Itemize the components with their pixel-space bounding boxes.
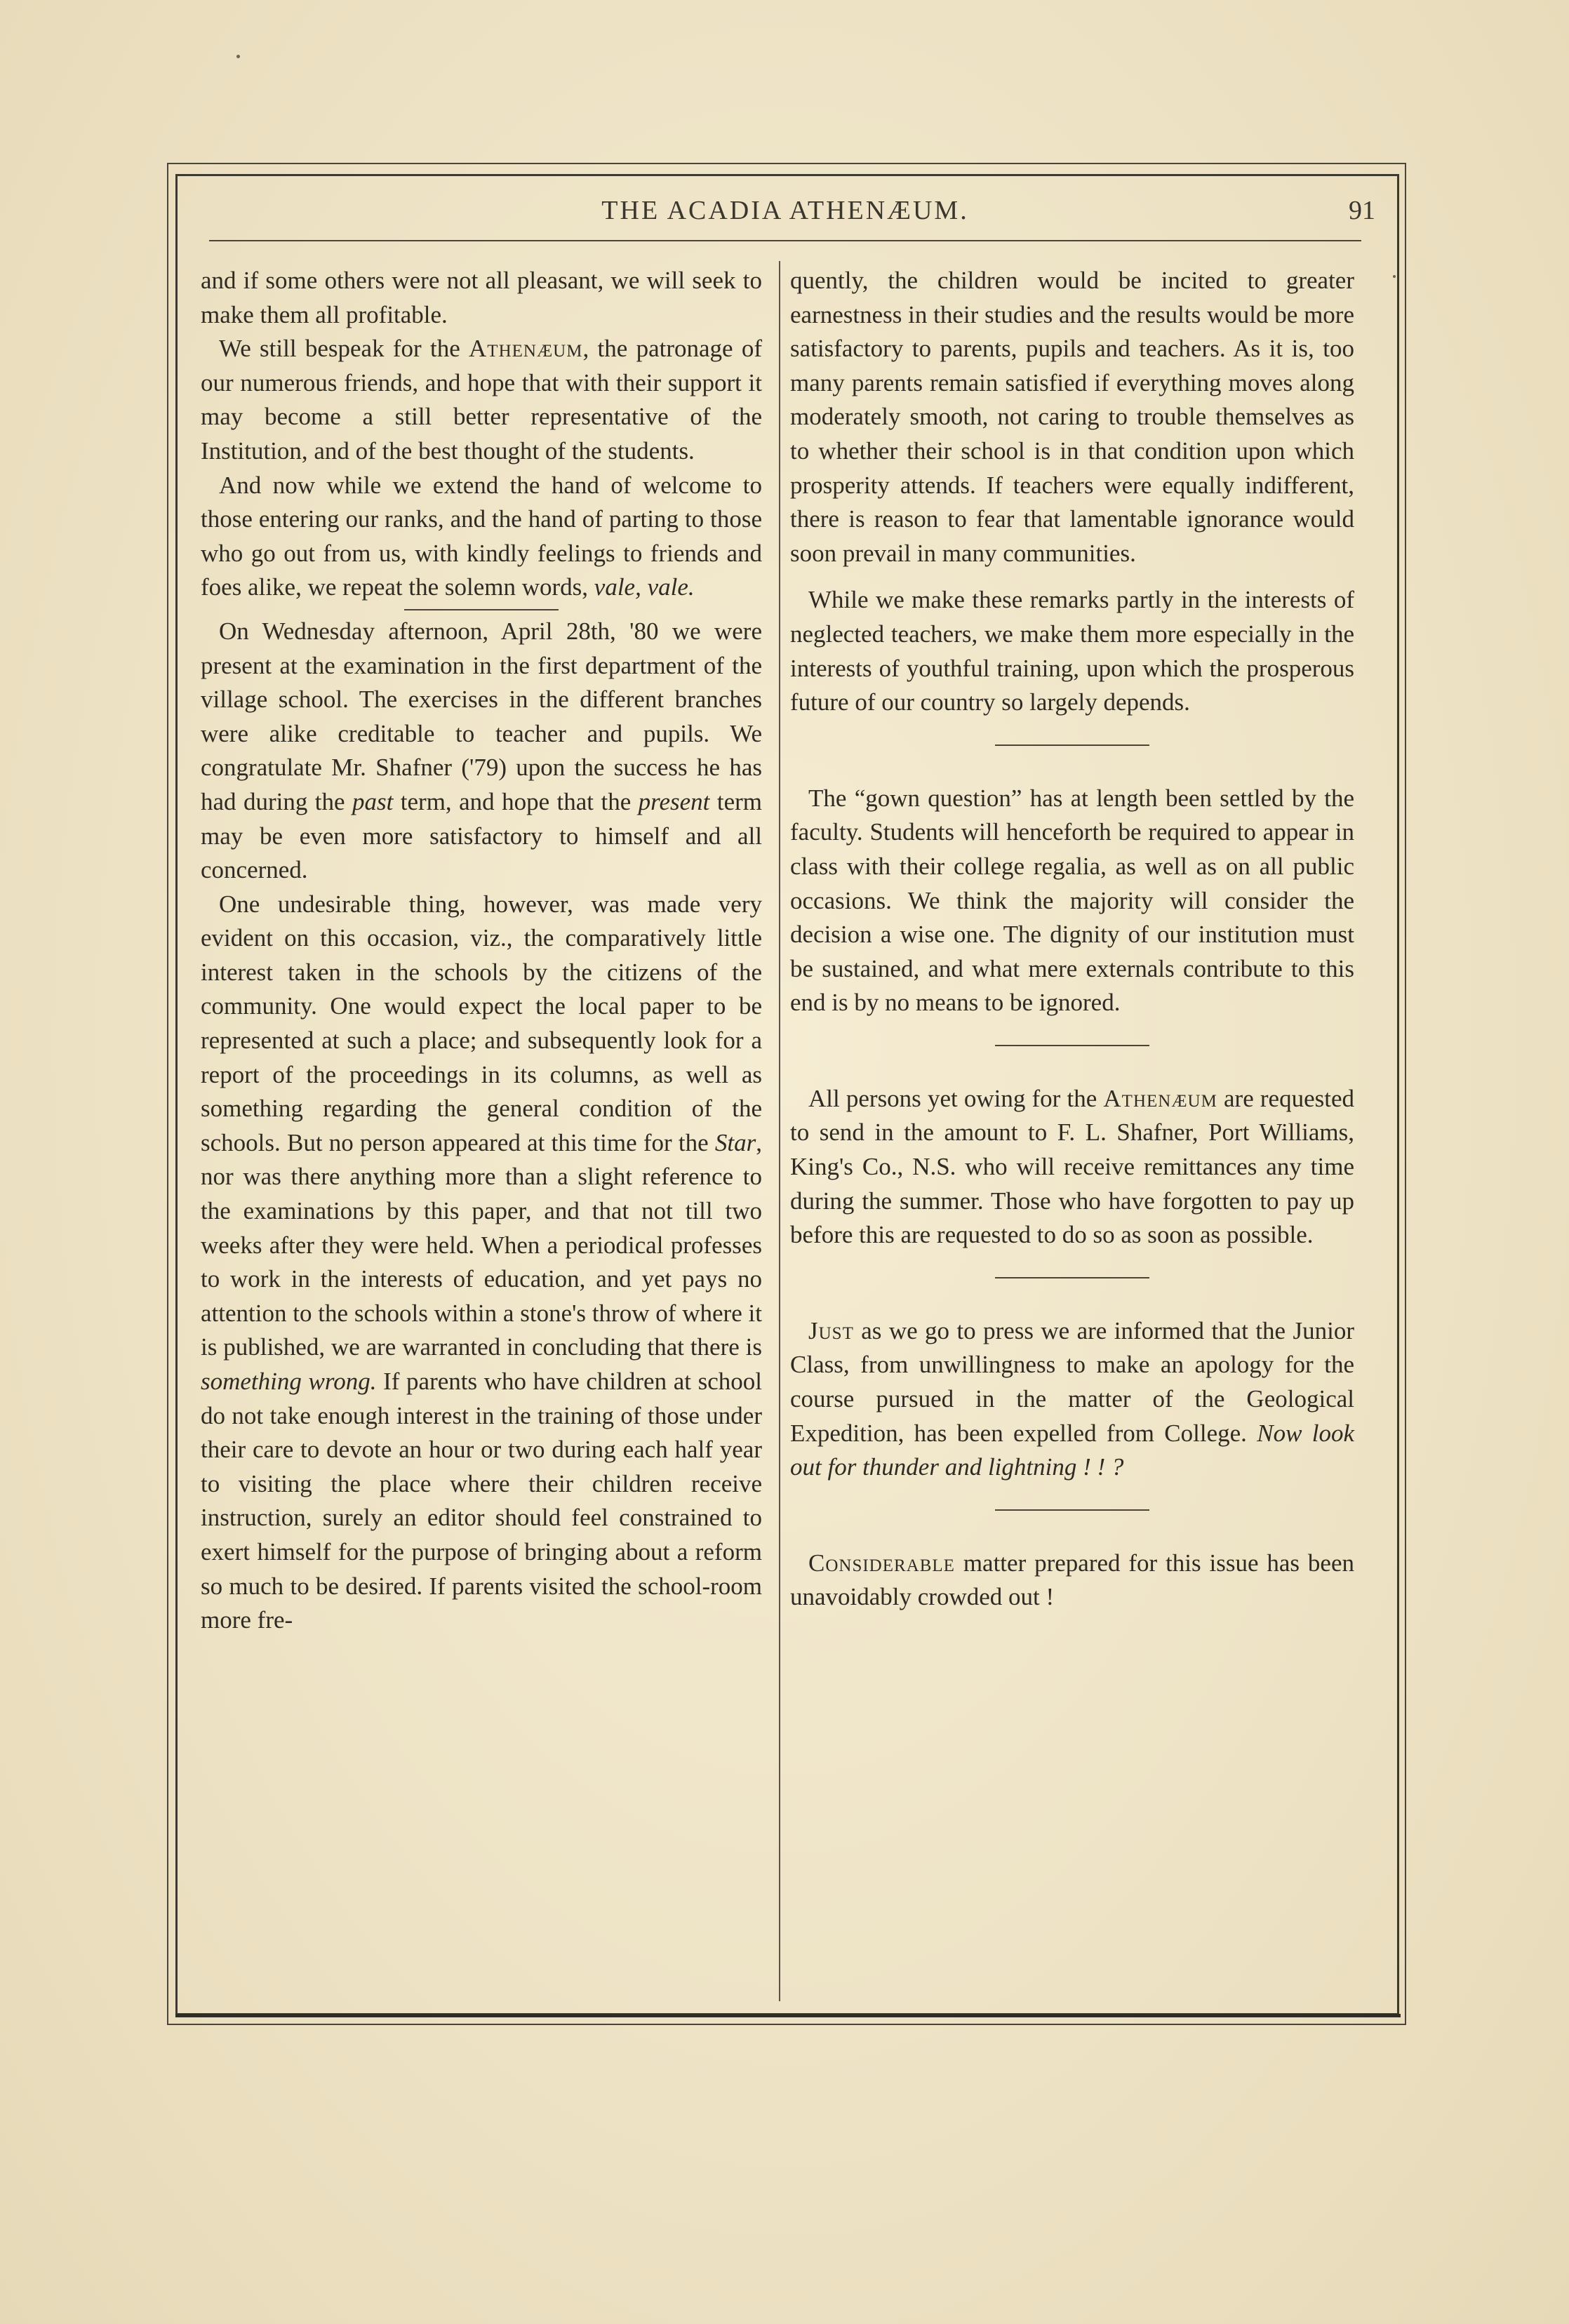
left-column <box>201 264 762 1638</box>
section-rule <box>995 744 1149 746</box>
paragraph: One undesirable thing, however, was made very evident on this occasion, viz., the comparatively little interest taken in the schools by the citizens of the community. One would expect the local paper to be represented at such a place; and subsequently look for a report of the proceedings in its columns, as well as something regarding the general condition of the schools. But no person appeared at this time for the Star, nor was there anything more than a slight reference to the examinations by this paper, and that not till two weeks after they were held. When a periodical professes to work in the interests of education, and yet pays no attention to the schools within a stone's throw of where it is published, we are warranted in concluding that there is something wrong. If parents who have children at school do not take enough interest in the training of those under their care to devote an hour or two during each half year to visiting the place where their children receive instruction, surely an editor should feel constrained to exert himself for the purpose of bringing about a reform so much to be desired. If parents visited the school-room more fre- <box>201 890 763 1634</box>
journal-title: THE ACADIA ATHENÆUM. <box>601 196 969 225</box>
paragraph: While we make these remarks partly in the interests of neglected teachers, we make them more especially in the interests of youthful training, upon which the prosperous future of our country so largely depends. <box>790 586 1354 716</box>
section-rule <box>404 609 559 610</box>
bottom-rule <box>175 2014 1401 2017</box>
paragraph: The “gown question” has at length been settled by the faculty. Students will henceforth be required to appear in class with their college regalia, as well as on all public occasions. We think the majority will consider the decision a wise one. The dignity of our institution must be sustained, and what mere externals contribute to this end is by no means to be ignored. <box>790 784 1354 1017</box>
rule-spacer <box>790 1020 1354 1069</box>
ink-speck <box>236 55 240 58</box>
paragraph: We still bespeak for the Athenæum, the patronage of our numerous friends, and hope that with their support it may become a still better representative of the Institution, and of the best thought of the students. <box>201 335 762 465</box>
right-column <box>790 264 1354 1615</box>
page-number: 91 <box>1349 196 1375 225</box>
paragraph: On Wednesday afternoon, April 28th, '80 we were present at the examination in the first department of the village school. The exercises in the different branches were alike creditable to teacher and pupils. We congratulate Mr. Shafner ('79) upon the success he has had during the past term, and hope that the present term may be even more satisfactory to himself and all concerned. <box>201 617 762 884</box>
running-header <box>175 195 1395 237</box>
paragraph: All persons yet owing for the Athenæum are requested to send in the amount to F. L. Shafner, Port Williams, King's Co., N.S. who will receive remittances any time during the summer. Those who have forgotten to pay up before this are requested to do so as soon as possible. <box>790 1084 1354 1249</box>
section-rule <box>995 1277 1149 1278</box>
header-rule <box>209 240 1361 241</box>
column-divider <box>779 261 780 2001</box>
rule-spacer <box>790 720 1354 769</box>
paragraph: And now while we extend the hand of welcome to those entering our ranks, and the hand of parting to those who go out from us, with kindly feelings to friends and foes alike, we repeat the solemn words, vale, vale. <box>201 471 762 601</box>
paragraph: and if some others were not all pleasant, we will seek to make them all profitable. <box>201 267 762 328</box>
paragraph: Just as we go to press we are informed that the Junior Class, from unwillingness to make an apology for the course pursued in the matter of the Geological Expedition, has been expelled from College. Now look out for thunder and lightning ! ! ? <box>790 1316 1354 1481</box>
paragraph: Considerable matter prepared for this issue has been unavoidably crowded out ! <box>790 1549 1354 1611</box>
section-rule <box>995 1509 1149 1511</box>
paragraph: quently, the children would be incited to greater earnestness in their studies and the results would be more satisfactory to parents, pupils and teachers. As it is, too many parents remain satisfied if everything moves along moderately smooth, not caring to trouble themselves as to whether their school is in that condition upon which prosperity attends. If teachers were equally indifferent, there is reason to fear that lamentable ignorance would soon prevail in many communities. <box>790 267 1354 567</box>
rule-spacer <box>790 1485 1354 1534</box>
rule-spacer <box>790 1253 1354 1302</box>
section-rule <box>995 1045 1149 1046</box>
